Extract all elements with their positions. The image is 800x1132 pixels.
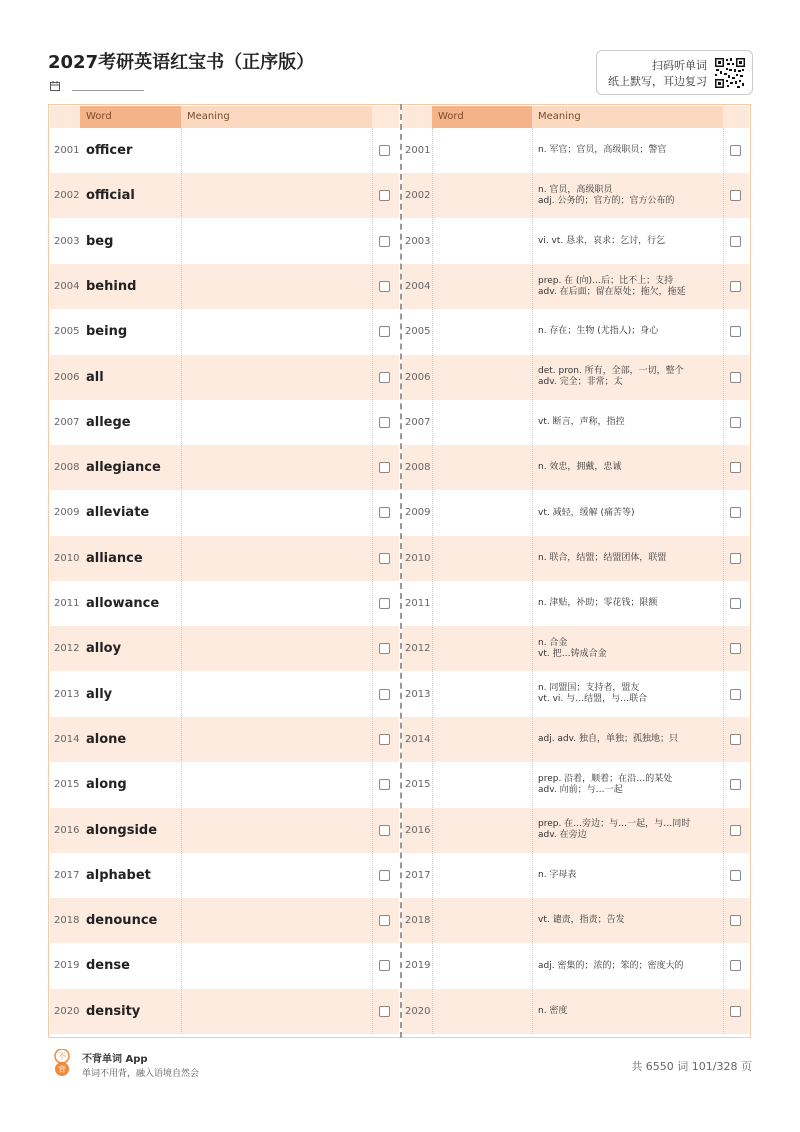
recite-checkbox[interactable] [379, 326, 390, 337]
word-number: 2010 [405, 552, 431, 564]
word-meaning: n. 官员，高级职员 adj. 公务的；官方的；官方公布的 [538, 184, 675, 206]
review-checkbox[interactable] [730, 1006, 741, 1017]
word-number: 2004 [405, 280, 431, 292]
left-header-check [372, 106, 399, 128]
vocab-word: alongside [86, 822, 158, 838]
word-number: 2002 [405, 190, 431, 202]
word-number: 2011 [54, 598, 80, 609]
word-number: 2018 [54, 915, 80, 927]
app-logo-icon [52, 1049, 72, 1077]
vocab-word: dense [86, 958, 130, 974]
right-meaning-check-sep [723, 128, 724, 1034]
vocab-word: alone [86, 731, 127, 747]
word-number: 2020 [54, 1005, 80, 1017]
word-number: 2006 [54, 371, 80, 383]
word-number: 2014 [405, 733, 431, 745]
word-number: 2003 [54, 235, 80, 247]
word-number: 2016 [405, 824, 431, 836]
recite-checkbox[interactable] [379, 190, 390, 201]
word-meaning: n. 字母表 [538, 869, 577, 880]
word-number: 2012 [54, 643, 80, 655]
right-header-meaning: Meaning [532, 106, 723, 128]
word-number: 2001 [54, 145, 80, 156]
footer-app-name: 不背单词 App [82, 1054, 148, 1065]
recite-checkbox[interactable] [379, 915, 390, 926]
word-number: 2020 [405, 1005, 431, 1017]
left-header-num [50, 106, 80, 128]
qr-line-1: 扫码听单词 [652, 59, 707, 72]
recite-checkbox[interactable] [379, 870, 390, 881]
review-checkbox[interactable] [730, 779, 741, 790]
vocab-word: density [86, 1003, 141, 1019]
recite-checkbox[interactable] [379, 417, 390, 428]
word-meaning: prep. 沿着，顺着；在沿…的某处 adv. 向前；与…一起 [538, 773, 673, 795]
recite-checkbox[interactable] [379, 689, 390, 700]
date-blank-line [72, 80, 144, 91]
word-number: 2019 [405, 960, 431, 972]
word-meaning: n. 效忠，拥戴，忠诚 [538, 462, 622, 473]
word-meaning: vt. 减轻，缓解 (痛苦等) [538, 507, 635, 518]
right-header-num [402, 106, 432, 128]
word-number: 2006 [405, 371, 431, 383]
recite-checkbox[interactable] [379, 1006, 390, 1017]
word-meaning: adj. adv. 独自，单独；孤独地；只 [538, 734, 679, 745]
word-number: 2013 [405, 688, 431, 700]
vocab-word: officer [86, 143, 133, 158]
word-number: 2007 [405, 416, 431, 428]
footer-slogan: 单词不用背，融入语境自然会 [82, 1069, 200, 1079]
recite-checkbox[interactable] [379, 779, 390, 790]
word-number: 2017 [405, 869, 431, 881]
qr-line-2: 纸上默写，耳边复习 [608, 75, 707, 88]
word-meaning: n. 合金 vt. 把…铸成合金 [538, 637, 607, 659]
review-checkbox[interactable] [730, 598, 741, 609]
word-meaning: prep. 在 (向)…后；比不上；支持 adv. 在后面；留在原处；拖欠，拖延 [538, 275, 686, 297]
word-number: 2014 [54, 733, 80, 745]
word-meaning: n. 密度 [538, 1005, 568, 1016]
word-meaning: adj. 密集的；浓的；笨的；密度大的 [538, 960, 684, 971]
word-number: 2005 [405, 326, 431, 338]
review-checkbox[interactable] [730, 417, 741, 428]
review-checkbox[interactable] [730, 326, 741, 337]
review-checkbox[interactable] [730, 553, 741, 564]
review-checkbox[interactable] [730, 643, 741, 654]
word-meaning: prep. 在…旁边；与…一起，与…同时 adv. 在旁边 [538, 819, 691, 841]
word-meaning: n. 津贴，补助；零花钱；限额 [538, 598, 658, 609]
word-number: 2017 [54, 869, 80, 881]
fold-divider [400, 104, 402, 1038]
page-title: 2027考研英语红宝书（正序版） [48, 52, 315, 73]
right-header-word: Word [432, 106, 532, 128]
word-number: 2018 [405, 915, 431, 927]
right-header-check [723, 106, 749, 128]
word-number: 2009 [54, 507, 80, 519]
word-meaning: vt. 谴责，指责；告发 [538, 915, 625, 926]
vocab-word: ally [86, 686, 113, 702]
word-number: 2015 [405, 779, 431, 791]
vocab-word: alloy [86, 641, 122, 657]
left-meaning-check-sep [372, 128, 373, 1034]
logo-char-1: 不 [58, 1052, 66, 1061]
word-number: 2009 [405, 507, 431, 519]
review-checkbox[interactable] [730, 825, 741, 836]
page-count: 共 6550 词 101/328 页 [631, 1060, 752, 1073]
review-checkbox[interactable] [730, 236, 741, 247]
calendar-icon [50, 81, 60, 91]
word-number: 2011 [405, 598, 431, 609]
logo-char-2: 背 [58, 1065, 66, 1074]
recite-checkbox[interactable] [379, 553, 390, 564]
recite-checkbox[interactable] [379, 643, 390, 654]
recite-checkbox[interactable] [379, 281, 390, 292]
vocab-word: along [86, 777, 127, 793]
vocab-word: denounce [86, 913, 158, 929]
vocab-word: allegiance [86, 460, 161, 476]
qr-promo-box [596, 50, 753, 95]
review-checkbox[interactable] [730, 281, 741, 292]
word-number: 2005 [54, 326, 80, 338]
recite-checkbox[interactable] [379, 734, 390, 745]
left-header-meaning: Meaning [181, 106, 372, 128]
review-checkbox[interactable] [730, 870, 741, 881]
recite-checkbox[interactable] [379, 462, 390, 473]
vocab-word: beg [86, 233, 114, 249]
word-number: 2019 [54, 960, 80, 972]
word-number: 2008 [405, 462, 431, 474]
word-number: 2010 [54, 552, 80, 564]
date-field [50, 80, 144, 91]
qr-code-icon[interactable] [714, 57, 746, 89]
vocab-word: alliance [86, 550, 143, 566]
vocab-word: being [86, 324, 128, 340]
left-word-meaning-sep [181, 128, 182, 1034]
word-number: 2004 [54, 280, 80, 292]
word-meaning: det. pron. 所有，全部，一切，整个 adv. 完全；非常；太 [538, 366, 684, 388]
recite-checkbox[interactable] [379, 960, 390, 971]
vocab-word: official [86, 188, 135, 204]
review-checkbox[interactable] [730, 915, 741, 926]
word-number: 2001 [405, 145, 431, 156]
review-checkbox[interactable] [730, 372, 741, 383]
review-checkbox[interactable] [730, 734, 741, 745]
review-checkbox[interactable] [730, 145, 741, 156]
recite-checkbox[interactable] [379, 825, 390, 836]
vocab-word: allowance [86, 596, 160, 611]
review-checkbox[interactable] [730, 190, 741, 201]
word-number: 2003 [405, 235, 431, 247]
right-word-column-sep [432, 128, 433, 1034]
recite-checkbox[interactable] [379, 236, 390, 247]
word-number: 2012 [405, 643, 431, 655]
word-number: 2015 [54, 779, 80, 791]
vocab-word: allege [86, 414, 131, 430]
word-meaning: vi. vt. 恳求，哀求；乞讨，行乞 [538, 235, 666, 246]
word-meaning: n. 同盟国；支持者，盟友 vt. vi. 与…结盟，与…联合 [538, 683, 648, 705]
word-number: 2008 [54, 462, 80, 474]
review-checkbox[interactable] [730, 960, 741, 971]
vocab-word: alphabet [86, 867, 151, 883]
left-header-word: Word [80, 106, 181, 128]
recite-checkbox[interactable] [379, 598, 390, 609]
review-checkbox[interactable] [730, 462, 741, 473]
word-meaning: vt. 断言，声称，指控 [538, 416, 625, 427]
word-meaning: n. 联合，结盟；结盟团体，联盟 [538, 552, 667, 563]
recite-checkbox[interactable] [379, 372, 390, 383]
vocab-word: alleviate [86, 505, 150, 521]
review-checkbox[interactable] [730, 507, 741, 518]
recite-checkbox[interactable] [379, 507, 390, 518]
word-number: 2016 [54, 824, 80, 836]
review-checkbox[interactable] [730, 689, 741, 700]
vocab-word: behind [86, 278, 137, 294]
right-word-meaning-sep [532, 128, 533, 1034]
recite-checkbox[interactable] [379, 145, 390, 156]
vocab-word: all [86, 369, 104, 385]
word-number: 2007 [54, 416, 80, 428]
word-number: 2013 [54, 688, 80, 700]
word-meaning: n. 军官；官员，高级职员；警官 [538, 145, 667, 156]
word-meaning: n. 存在；生物 (尤指人)；身心 [538, 326, 659, 337]
word-number: 2002 [54, 190, 80, 202]
